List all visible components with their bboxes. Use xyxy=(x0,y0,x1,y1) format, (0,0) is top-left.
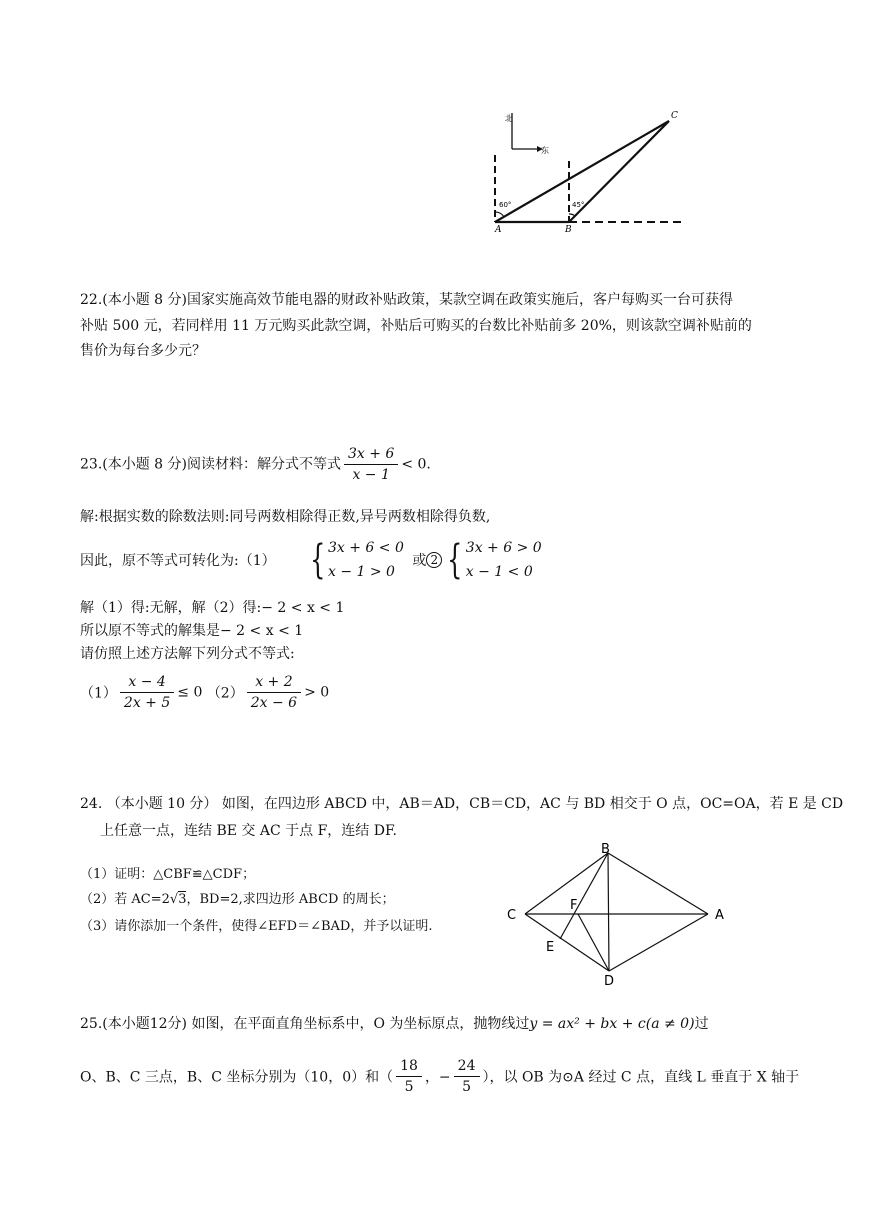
q25-frac-2-den: 5 xyxy=(462,1079,472,1095)
q23-intro xyxy=(80,446,431,483)
segment-fd xyxy=(578,914,609,971)
q25-frac-1-num: 18 xyxy=(396,1058,422,1077)
system-2-row-1: 3x + 6 > 0 xyxy=(465,540,542,556)
q25-line-2b: ），以 OB 为⊙A 经过 C 点，直线 L 垂直于 X 轴于 xyxy=(482,1069,800,1086)
p2-fraction xyxy=(247,674,301,711)
q23-rule: 解:根据实数的除数法则:同号两数相除得正数,异号两数相除得负数, xyxy=(80,509,491,525)
q23-frac-rel: < 0. xyxy=(401,456,431,473)
east-label: 东 xyxy=(541,146,549,155)
q22-line-3: 售价为每台多少元？ xyxy=(80,343,206,359)
system-1-row-2: x − 1 > 0 xyxy=(327,564,395,580)
q25-comma: ，− xyxy=(424,1069,451,1086)
p2-num: x + 2 xyxy=(247,674,301,693)
q24-part-3: （3）请你添加一个条件，使得∠EFD＝∠BAD，并予以证明. xyxy=(80,919,433,934)
p1-num: x − 4 xyxy=(120,674,174,693)
q25-line-2 xyxy=(80,1058,799,1095)
diagonal-bd xyxy=(608,853,609,971)
q23-or: 或 xyxy=(412,553,427,569)
q24-line-2: 上任意一点，连结 BE 交 AC 于点 F，连结 DF. xyxy=(100,823,397,839)
label-c: C xyxy=(507,908,517,923)
q25-equation: y = ax² + bx + c(a ≠ 0) xyxy=(529,1016,695,1032)
system-2-row-2: x − 1 < 0 xyxy=(465,564,533,580)
q23-problems xyxy=(80,674,329,711)
q23-systems xyxy=(80,536,542,584)
q25-line-1a: 25.(本小题12分) 如图，在平面直角坐标系中，O 为坐标原点，抛物线过 xyxy=(80,1016,530,1032)
q23-fraction xyxy=(344,446,398,483)
label-e: E xyxy=(546,940,555,955)
sqrt-radicand: 3 xyxy=(178,892,187,907)
edge-dc xyxy=(525,914,609,971)
point-a-label: A xyxy=(495,225,502,235)
q24-part-1: （1）证明：△CBF≌△CDF； xyxy=(80,867,256,882)
bearing-diagram xyxy=(485,105,690,240)
p2-label: （2） xyxy=(206,685,244,702)
q25-line-1 xyxy=(80,1013,709,1033)
q25-frac-2 xyxy=(454,1058,480,1095)
label-d: D xyxy=(604,974,615,988)
q25-frac-1 xyxy=(396,1058,422,1095)
q24-part-2b: ，BD=2,求四边形 ABCD 的周长； xyxy=(186,892,395,907)
q24-part-2 xyxy=(80,888,395,907)
q22-line-2: 补贴 500 元，若同样用 11 万元购买此款空调，补贴后可购买的台数比补贴前多 20%，则该款空调补贴前的 xyxy=(80,318,752,334)
label-b: B xyxy=(601,843,610,857)
p1-rel: ≤ 0 xyxy=(177,684,203,701)
edge-ad xyxy=(609,914,708,971)
q25-line-2a: O、B、C 三点，B、C 坐标分别为（10，0）和（ xyxy=(80,1069,394,1086)
system-1-row-1: 3x + 6 < 0 xyxy=(327,540,404,556)
point-b-label: B xyxy=(565,225,572,235)
label-a: A xyxy=(715,908,724,923)
q23-solution-2: 所以原不等式的解集是− 2 < x < 1 xyxy=(80,623,304,639)
angle-arc-a xyxy=(495,212,504,217)
point-c-label: C xyxy=(671,111,678,121)
edge-ba xyxy=(608,853,708,914)
q23-ask: 请仿照上述方法解下列分式不等式: xyxy=(80,646,295,662)
p2-rel: > 0 xyxy=(304,684,330,701)
p2-den: 2x − 6 xyxy=(250,695,298,711)
q23-solution-1: 解（1）得:无解，解（2）得:− 2 < x < 1 xyxy=(80,600,345,616)
angle-arc-b xyxy=(569,214,575,216)
system-2-brace: { xyxy=(447,537,463,583)
edge-cb xyxy=(525,853,608,914)
p1-label: （1） xyxy=(80,685,117,702)
label-f: F xyxy=(570,898,578,913)
q25-frac-2-num: 24 xyxy=(454,1058,480,1077)
circled-2: 2 xyxy=(426,552,442,568)
north-label: 北 xyxy=(505,114,513,123)
quadrilateral-diagram xyxy=(500,843,740,988)
q24-line-1: 24. （本小题 10 分） 如图，在四边形 ABCD 中，AB＝AD，CB＝CD，AC 与 BD 相交于 O 点，OC=OA，若 E 是 CD xyxy=(80,796,844,812)
q23-therefore: 因此，原不等式可转化为:（1） xyxy=(80,553,276,569)
system-1 xyxy=(328,536,404,584)
angle-45-label: 45° xyxy=(572,201,585,209)
system-2 xyxy=(466,536,542,584)
sqrt-sign: √ xyxy=(169,892,179,907)
q23-frac-num: 3x + 6 xyxy=(344,446,398,465)
q25-line-1b: 过 xyxy=(694,1016,709,1032)
q24-part-2a: （2）若 AC=2 xyxy=(80,892,170,907)
q23-frac-den: x − 1 xyxy=(352,467,390,483)
q23-intro-text: 23.(本小题 8 分)阅读材料：解分式不等式 xyxy=(80,456,341,473)
q22-line-1: 22.(本小题 8 分)国家实施高效节能电器的财政补贴政策，某款空调在政策实施后，客户每购买一台可获得 xyxy=(80,292,733,308)
p1-den: 2x + 5 xyxy=(123,695,171,711)
q25-frac-1-den: 5 xyxy=(404,1079,414,1095)
system-1-brace: { xyxy=(309,537,325,583)
p1-fraction xyxy=(120,674,174,711)
angle-60-label: 60° xyxy=(499,201,512,209)
